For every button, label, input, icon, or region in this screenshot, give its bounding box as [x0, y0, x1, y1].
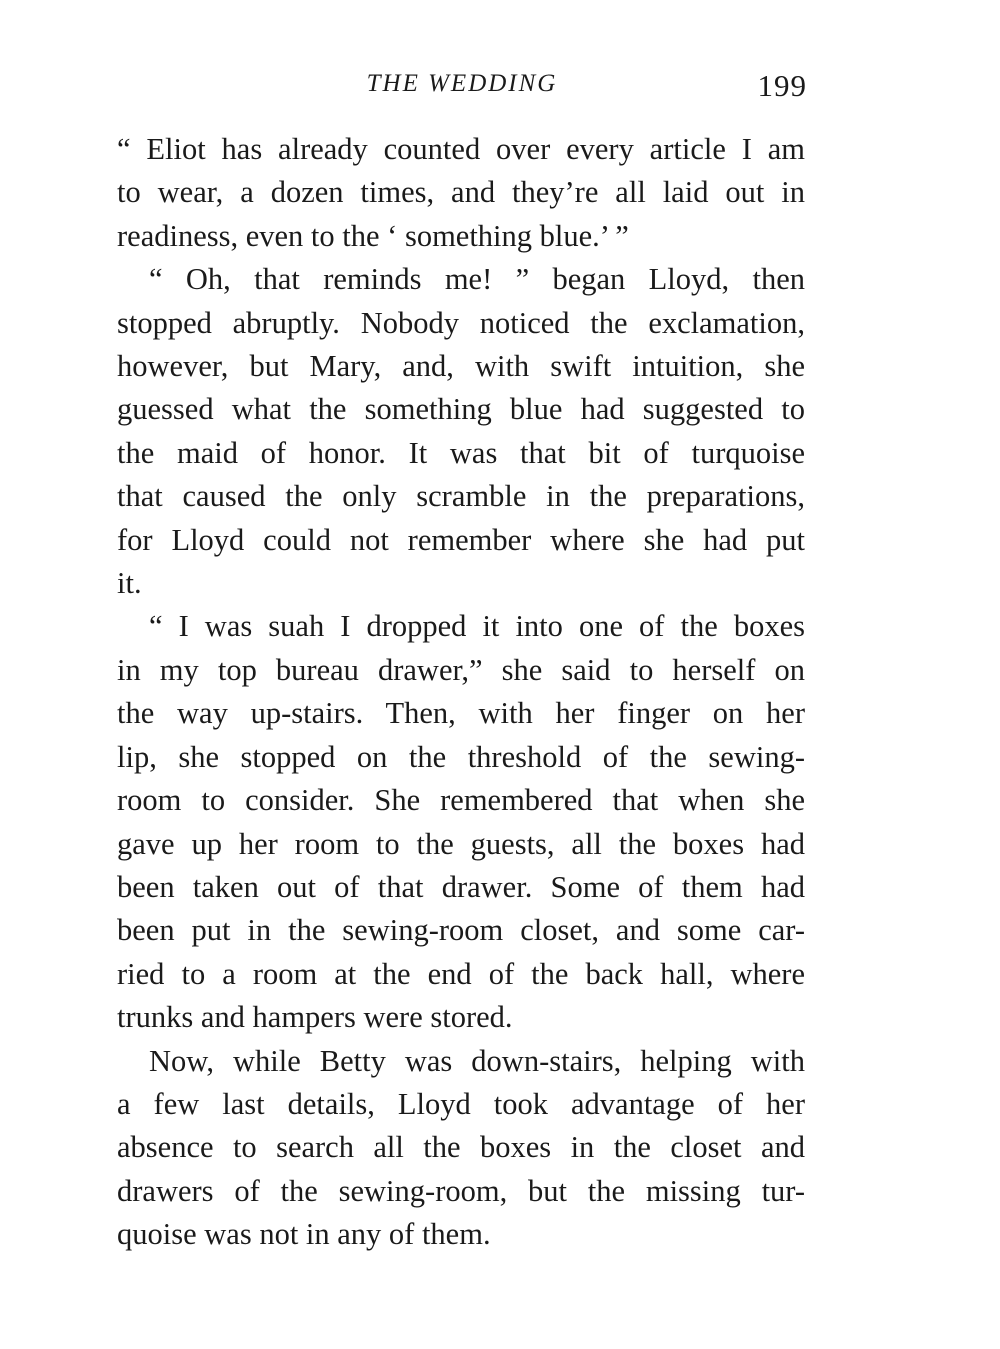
running-head: [117, 66, 807, 106]
text-line: quoise was not in any of them.: [117, 1217, 491, 1252]
text-line: “ I was suah I dropped it into one of the boxes: [149, 609, 805, 644]
text-line: ried to a room at the end of the back hall, where: [117, 956, 805, 991]
text-line: trunks and hampers were stored.: [117, 1000, 513, 1035]
text-line: readiness, even to the ‘ something blue.’ ”: [117, 218, 629, 253]
text-line: gave up her room to the guests, all the boxes had: [117, 826, 805, 861]
text-line: the maid of honor. It was that bit of turquoise: [117, 435, 805, 470]
text-line: lip, she stopped on the threshold of the sewing-: [117, 739, 805, 774]
text-line: for Lloyd could not remember where she had put: [117, 522, 805, 557]
text-line: that caused the only scramble in the preparations,: [117, 479, 805, 514]
text-line: however, but Mary, and, with swift intuition, she: [117, 349, 805, 384]
text-line: in my top bureau drawer,” she said to herself on: [117, 652, 805, 687]
text-line: it.: [117, 566, 142, 601]
text-line: been put in the sewing-room closet, and some car-: [117, 913, 805, 948]
text-line: “ Eliot has already counted over every article I am: [117, 132, 805, 166]
text-line: the way up-stairs. Then, with her finger on her: [117, 696, 805, 731]
text-line: been taken out of that drawer. Some of them had: [117, 869, 805, 904]
text-line: to wear, a dozen times, and they’re all laid out in: [117, 175, 805, 210]
page-number: 199: [757, 68, 807, 103]
text-line: room to consider. She remembered that when she: [117, 783, 805, 818]
running-title: THE WEDDING: [366, 70, 558, 97]
text-line: Now, while Betty was down-stairs, helping with: [149, 1043, 805, 1078]
body-text: [117, 128, 805, 1257]
text-line: stopped abruptly. Nobody noticed the exclamation,: [117, 305, 805, 340]
text-line: a few last details, Lloyd took advantage of her: [117, 1086, 805, 1121]
text-line: drawers of the sewing-room, but the missing tur-: [117, 1173, 805, 1208]
text-line: guessed what the something blue had suggested to: [117, 392, 805, 427]
text-line: “ Oh, that reminds me! ” began Lloyd, then: [149, 262, 805, 297]
text-line: absence to search all the boxes in the closet and: [117, 1130, 805, 1165]
